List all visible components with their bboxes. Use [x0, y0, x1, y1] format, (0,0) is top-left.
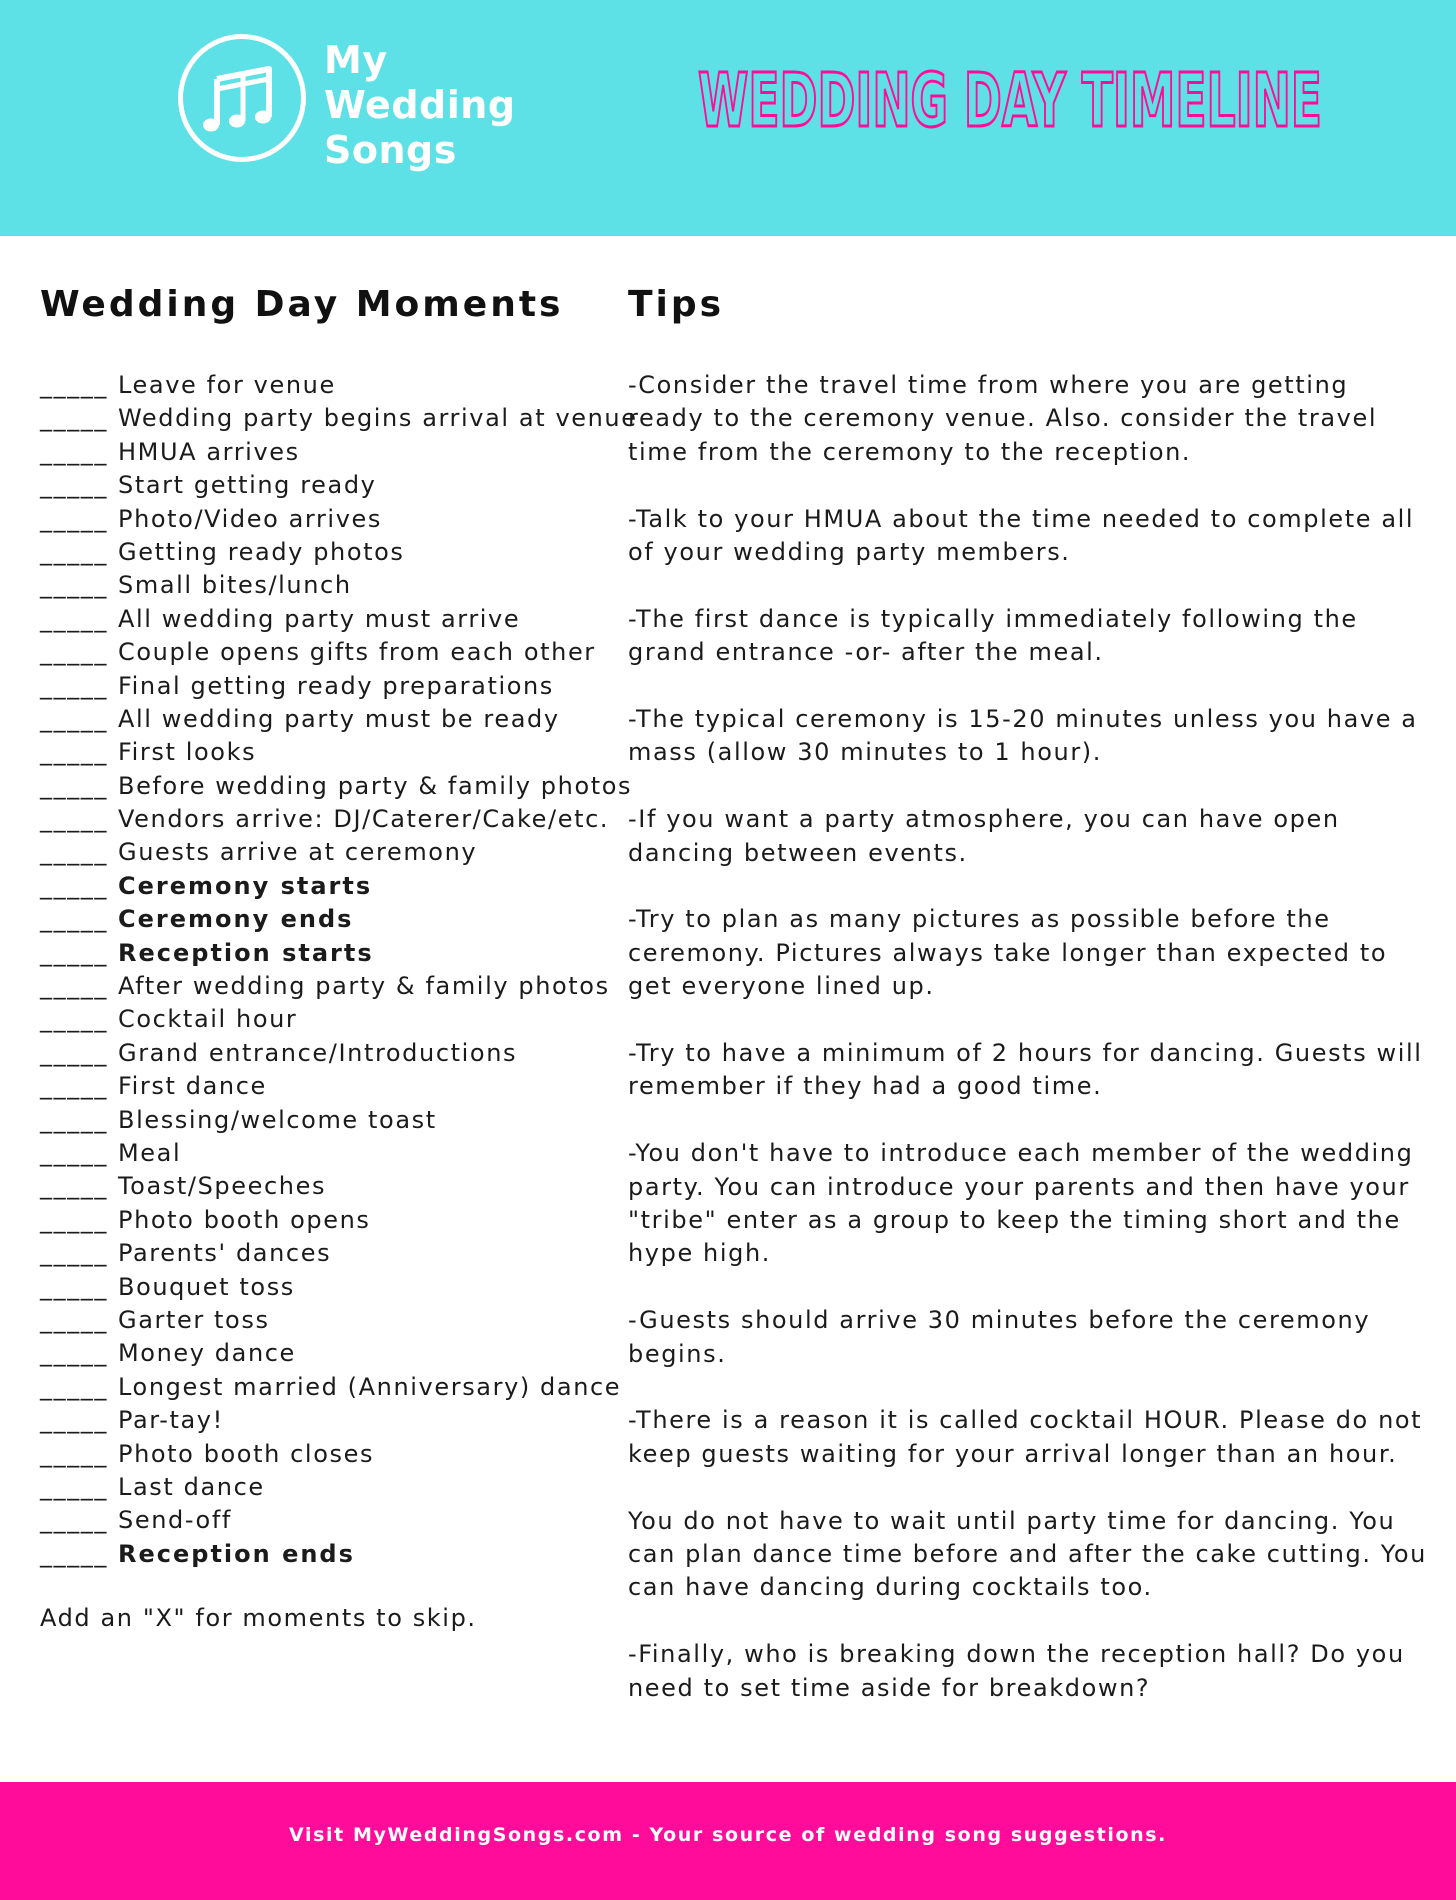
- time-blank: _____: [40, 1172, 108, 1201]
- list-item: [40, 836, 620, 869]
- time-blank: _____: [40, 1105, 108, 1134]
- moment-label: Blessing/welcome toast: [118, 1105, 437, 1134]
- list-item: [40, 636, 620, 669]
- list-item: [40, 402, 638, 435]
- list-item: [40, 1404, 620, 1437]
- moment-label: Cocktail hour: [118, 1005, 298, 1034]
- moment-label: First looks: [118, 738, 257, 767]
- list-item: [40, 1471, 620, 1504]
- moment-label: Toast/Speeches: [118, 1172, 327, 1201]
- list-item: [40, 1438, 620, 1471]
- list-item: [40, 903, 620, 936]
- time-blank: _____: [40, 1439, 108, 1468]
- moment-label: Photo/Video arrives: [118, 504, 382, 533]
- list-item: [40, 670, 620, 703]
- time-blank: _____: [40, 1205, 108, 1234]
- logo-badge: [178, 34, 306, 162]
- list-item: [40, 1271, 620, 1304]
- moment-label: Bouquet toss: [118, 1272, 295, 1301]
- list-item: [40, 603, 620, 636]
- moment-label: First dance: [118, 1072, 267, 1101]
- time-blank: _____: [40, 1239, 108, 1268]
- moment-label: Grand entrance/Introductions: [118, 1038, 518, 1067]
- time-blank: _____: [40, 871, 108, 900]
- list-item: [40, 870, 620, 903]
- list-item: [40, 1104, 620, 1137]
- tips-heading: Tips: [628, 284, 725, 325]
- moments-heading: Wedding Day Moments: [40, 284, 564, 325]
- moment-label: Couple opens gifts from each other: [118, 638, 596, 667]
- time-blank: _____: [40, 805, 108, 834]
- moment-label: Garter toss: [118, 1305, 270, 1334]
- moment-label: All wedding party must be ready: [118, 704, 560, 733]
- moment-label: Before wedding party & family photos: [118, 771, 633, 800]
- list-item: [40, 1003, 620, 1036]
- moment-label: HMUA arrives: [118, 437, 300, 466]
- moment-label: Reception starts: [118, 938, 374, 967]
- list-item: [40, 1037, 620, 1070]
- moment-label: Vendors arrive: DJ/Caterer/Cake/etc.: [118, 805, 610, 834]
- list-item: [40, 536, 620, 569]
- list-item: [40, 970, 620, 1003]
- music-notes-icon: [203, 61, 281, 139]
- tip-paragraph: -The first dance is typically immediately following the grand entrance -or- after the meal.: [628, 604, 1358, 667]
- moment-label: Getting ready photos: [118, 537, 405, 566]
- list-item: [40, 703, 620, 736]
- time-blank: _____: [40, 738, 108, 767]
- moment-label: Final getting ready preparations: [118, 671, 554, 700]
- time-blank: _____: [40, 1272, 108, 1301]
- time-blank: _____: [40, 938, 108, 967]
- moment-label: Wedding party begins arrival at venue: [118, 404, 638, 433]
- time-blank: _____: [40, 1305, 108, 1334]
- tips-list: [628, 369, 1428, 1738]
- time-blank: _____: [40, 1138, 108, 1167]
- time-blank: _____: [40, 1372, 108, 1401]
- page-title: [692, 56, 1328, 146]
- tip-paragraph: -Try to have a minimum of 2 hours for dancing. Guests will remember if they had a good time.: [628, 1039, 1423, 1101]
- time-blank: _____: [40, 404, 108, 433]
- moment-label: After wedding party & family photos: [118, 972, 610, 1001]
- moment-label: Ceremony ends: [118, 905, 354, 934]
- list-item: [40, 569, 620, 602]
- tip-paragraph: You do not have to wait until party time for dancing. You can plan dance time before and after the cake cutting. You can have dancing during cocktails too.: [628, 1506, 1427, 1602]
- time-blank: _____: [40, 604, 108, 633]
- list-item: [40, 369, 620, 402]
- time-blank: _____: [40, 671, 108, 700]
- page-footer: [0, 1782, 1456, 1900]
- page-title-text: WEDDING DAY TIMELINE: [698, 58, 1322, 144]
- moment-label: Photo booth opens: [118, 1205, 371, 1234]
- tip-paragraph: -Consider the travel time from where you are getting ready to the ceremony venue. Also. consider the travel time from the ceremony to the reception.: [628, 371, 1378, 466]
- time-blank: _____: [40, 771, 108, 800]
- time-blank: _____: [40, 471, 108, 500]
- time-blank: _____: [40, 504, 108, 533]
- time-blank: _____: [40, 1506, 108, 1535]
- list-item: [40, 1204, 620, 1237]
- moment-label: Last dance: [118, 1472, 265, 1501]
- time-blank: _____: [40, 571, 108, 600]
- moments-list: [40, 369, 638, 1571]
- list-item: [40, 736, 620, 769]
- time-blank: _____: [40, 704, 108, 733]
- logo-wordmark: [324, 38, 516, 173]
- moment-label: Small bites/lunch: [118, 571, 352, 600]
- moment-label: Guests arrive at ceremony: [118, 838, 478, 867]
- list-item: [40, 1237, 620, 1270]
- time-blank: _____: [40, 972, 108, 1001]
- time-blank: _____: [40, 1472, 108, 1501]
- time-blank: _____: [40, 1005, 108, 1034]
- footer-text: Visit MyWeddingSongs.com - Your source of wedding song suggestions.: [289, 1824, 1167, 1846]
- moment-label: Reception ends: [118, 1539, 355, 1568]
- list-item: [40, 1304, 620, 1337]
- moment-label: All wedding party must arrive: [118, 604, 521, 633]
- list-item: [40, 503, 620, 536]
- time-blank: _____: [40, 1038, 108, 1067]
- time-blank: _____: [40, 638, 108, 667]
- time-blank: _____: [40, 1072, 108, 1101]
- list-item: [40, 1137, 620, 1170]
- tip-paragraph: -Finally, who is breaking down the reception hall? Do you need to set time aside for breakdown?: [628, 1640, 1405, 1702]
- list-item: [40, 937, 620, 970]
- tip-paragraph: -The typical ceremony is 15-20 minutes unless you have a mass (allow 30 minutes to 1 hour).: [628, 705, 1418, 767]
- moment-label: Money dance: [118, 1339, 296, 1368]
- tip-paragraph: -Try to plan as many pictures as possible before the ceremony. Pictures always take longer than expected to get everyone lined up.: [628, 905, 1388, 1001]
- list-item: [40, 469, 620, 502]
- moment-label: Leave for venue: [118, 371, 336, 399]
- list-item: [40, 1070, 620, 1103]
- list-item: [40, 1538, 620, 1571]
- logo-line-2: Wedding: [324, 83, 516, 127]
- time-blank: _____: [40, 371, 108, 399]
- list-item: [40, 1337, 620, 1370]
- time-blank: _____: [40, 905, 108, 934]
- list-item: [40, 1504, 620, 1537]
- moment-label: Longest married (Anniversary) dance: [118, 1372, 622, 1401]
- list-item: [40, 770, 633, 803]
- moment-label: Par-tay!: [118, 1406, 224, 1435]
- time-blank: _____: [40, 537, 108, 566]
- list-item: [40, 803, 620, 836]
- list-item: [40, 436, 620, 469]
- time-blank: _____: [40, 1339, 108, 1368]
- page-header: [0, 0, 1456, 236]
- tip-paragraph: -Talk to your HMUA about the time needed to complete all of your wedding party members.: [628, 504, 1415, 567]
- tip-paragraph: -There is a reason it is called cocktail HOUR. Please do not keep guests waiting for your arrival longer than an hour.: [628, 1406, 1423, 1468]
- moment-label: Ceremony starts: [118, 871, 373, 900]
- moments-note: Add an "X" for moments to skip.: [40, 1604, 477, 1632]
- time-blank: _____: [40, 437, 108, 466]
- moment-label: Start getting ready: [118, 471, 377, 500]
- tip-paragraph: -You don't have to introduce each member of the wedding party. You can introduce your parents and then have your "tribe" enter as a group to keep the timing short and the hype high.: [628, 1139, 1414, 1268]
- list-item: [40, 1170, 620, 1203]
- list-item: [40, 1371, 620, 1404]
- time-blank: _____: [40, 1539, 108, 1568]
- time-blank: _____: [40, 838, 108, 867]
- time-blank: _____: [40, 1406, 108, 1435]
- tip-paragraph: -Guests should arrive 30 minutes before the ceremony begins.: [628, 1306, 1371, 1368]
- moment-label: Send-off: [118, 1506, 232, 1535]
- logo-line-1: My: [324, 38, 388, 82]
- logo-line-3: Songs: [324, 128, 457, 172]
- moment-label: Meal: [118, 1138, 182, 1167]
- moment-label: Parents' dances: [118, 1239, 332, 1268]
- moment-label: Photo booth closes: [118, 1439, 375, 1468]
- tip-paragraph: -If you want a party atmosphere, you can have open dancing between events.: [628, 805, 1340, 867]
